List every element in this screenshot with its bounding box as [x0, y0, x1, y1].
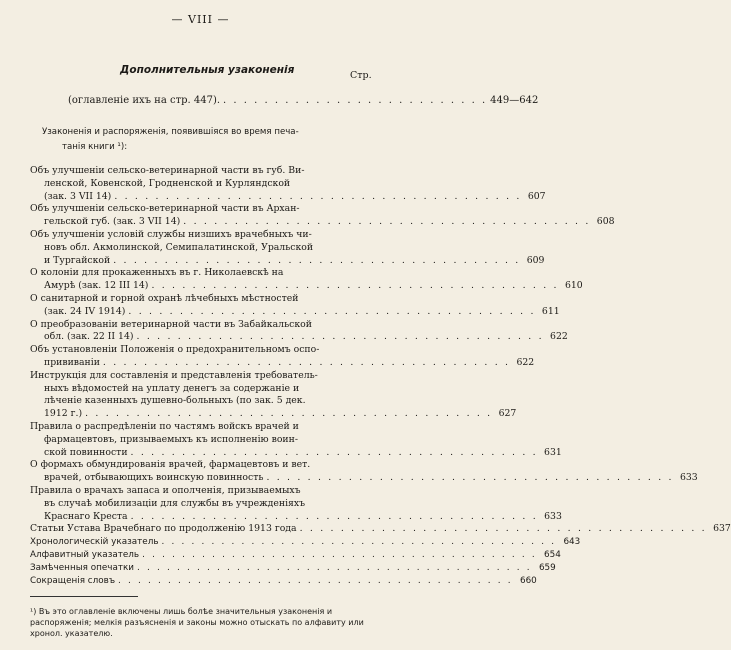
- entry-page-number: 627: [498, 408, 517, 420]
- entry-text: въ случаѣ мобилизаціи для службы въ учрежденіяхъ: [44, 497, 306, 509]
- entry-text: ленской, Ковенской, Гродненской и Курляндской: [44, 177, 291, 189]
- heading-line-1: Узаконенія и распоряженія, появившіяся во время печа-: [42, 127, 299, 137]
- leader-dots: . . . . . . . . . . . . . . . . . . . . . . . . . . . . . . . . . . . . . . . .: [183, 216, 591, 228]
- entry-text: О формахъ обмундированія врачей, фармацевтовъ и вет.: [30, 459, 311, 471]
- toc-entry: [30, 420, 562, 459]
- entry-text: Сокращенія словъ: [30, 575, 116, 586]
- entry-text: фармацевтовъ, призываемыхъ къ исполненію воин-: [44, 433, 298, 445]
- footnote-line-3: хронол. указателю.: [30, 629, 113, 638]
- entry-page-number: 660: [519, 575, 537, 586]
- toc-entry: [30, 318, 568, 345]
- leader-dots: . . . . . . . . . . . . . . . . . . . . . . . . . . . . . . . . . . . . . . . .: [102, 356, 511, 368]
- entry-page-number: 633: [544, 510, 562, 522]
- entry-page-number: 610: [564, 280, 583, 292]
- toc-reference-text: (оглавленіе ихъ на стр. 447).: [68, 95, 221, 106]
- entry-text: обл. (зак. 22 II 14): [44, 331, 134, 343]
- toc-entry: [30, 549, 561, 562]
- entry-text: прививаніи: [44, 356, 100, 368]
- entry-text: Объ улучшеніи условій службы низшихъ врачебныхъ чи-: [30, 228, 312, 240]
- entry-text: и Тургайской: [44, 254, 111, 266]
- entry-page-number: 659: [538, 562, 556, 573]
- entry-text: 1912 г.): [44, 408, 83, 420]
- subsection-heading: [42, 125, 372, 155]
- section-title: Дополнительныя узаконенія: [120, 64, 295, 76]
- entry-text: Инструкція для составленія и представленія требователь-: [30, 369, 318, 381]
- leader-dots: . . . . . . . . . . . . . . . . . . . . . . . . . . . . . . . . . . . . . . . .: [137, 562, 532, 573]
- entry-text: Правила о врачахъ запаса и ополченія, призываемыхъ: [30, 484, 301, 496]
- leader-dots: . . . . . . . . . . . . . . . . . . . . . . . . . . . . . . . . . . . . . . . .: [151, 280, 559, 292]
- entry-text: О преобразованіи ветеринарной части въ Забайкальской: [30, 318, 312, 330]
- entry-text: Замѣченныя опечатки: [30, 562, 135, 573]
- entry-text: Алфавитный указатель: [30, 549, 140, 560]
- entry-text: лѣченіе казенныхъ душевно-больныхъ (по зак. 5 дек.: [44, 395, 306, 407]
- leader-dots: . . . . . . . . . . . . . . . . . . . . . . . . . . . . . . . . . . . . . . . .: [136, 331, 544, 343]
- toc-entry: [30, 344, 535, 370]
- leader-dots: . . . . . . . . . . . . . . . . . . . . . . . . . . . . . . . . . . . . . . . .: [142, 549, 537, 560]
- entry-text: новъ обл. Акмолинской, Семипалатинской, Уральской: [44, 241, 314, 253]
- entry-text: Объ улучшеніи сельско-ветеринарной части въ губ. Ви-: [30, 165, 305, 176]
- leader-dots: . . . . . . . . . . . . . . . . . . . . . . . . . . . . . . . . . . . . . . . .: [130, 446, 538, 458]
- toc-entry: [30, 203, 615, 229]
- toc-entry: [30, 484, 562, 523]
- entry-text: Хронологическій указатель: [30, 537, 159, 548]
- entry-text: Статьи Устава Врачебнаго по продолженію 1913 года: [30, 523, 297, 535]
- entry-page-number: 607: [527, 190, 546, 202]
- toc-reference: [68, 95, 539, 106]
- entry-page-number: 643: [563, 537, 581, 548]
- entry-text: ныхъ вѣдомостей на уплату денегъ за содержаніе и: [44, 382, 300, 394]
- entry-text: врачей, отбывающихъ воинскую повинность: [44, 472, 264, 484]
- pages-column-label: Стр.: [350, 70, 372, 81]
- entry-text: Краснаго Креста: [44, 510, 128, 522]
- entry-text: Объ улучшеніи сельско-ветеринарной части въ Архан-: [30, 203, 300, 215]
- page-number: — VIII —: [171, 13, 230, 26]
- entry-text: гельской губ. (зак. 3 VII 14): [44, 216, 181, 228]
- entry-text: ской повинности: [44, 446, 128, 458]
- toc-entry: [30, 575, 537, 588]
- leader-dots: . . . . . . . . . . . . . . . . . . . . . . . . . . . . . . . . . . . . . . . .: [299, 523, 707, 535]
- leader-dots: . . . . . . . . . . . . . . . . . . . . . . . . . . . . . . . . . . . . . . . .: [266, 472, 674, 484]
- entry-page-number: 631: [544, 446, 562, 458]
- leader-dots: . . . . . . . . . . . . . . . . . . . . . . . . . . . . . . . . . . . . . . . .: [118, 575, 513, 586]
- toc-entry: [30, 292, 560, 319]
- toc-entry: [30, 459, 698, 485]
- leader-dots: . . . . . . . . . . . . . . . . . . . . . . . . . . . . . . . . . . . . . . . .: [128, 305, 536, 317]
- toc-entry: [30, 562, 556, 575]
- footnote-line-1: ¹) Въ это оглавленіе включены лишь болѣе значительныя узаконенія и: [30, 607, 333, 616]
- entry-text: Объ установленіи Положенія о предохранительномъ оспо-: [30, 344, 320, 356]
- leader-dots: . . . . . . . . . . . . . . . . . . . . . . . . . . . . . . . . . . . . . . . .: [85, 408, 493, 420]
- toc-entry: [30, 536, 581, 549]
- entry-text: (зак. 24 IV 1914): [44, 305, 126, 317]
- toc-entry: [30, 165, 546, 203]
- heading-line-2: танія книги ¹):: [62, 142, 128, 152]
- entry-page-number: 608: [596, 216, 615, 228]
- entry-text: (зак. 3 VII 14): [44, 190, 112, 202]
- leader-dots: . . . . . . . . . . . . . . . . . . . . . . . . . .: [223, 95, 488, 106]
- entries-list: [30, 165, 731, 587]
- entry-page-number: 609: [526, 254, 545, 266]
- toc-entry: [30, 369, 517, 421]
- footnote-line-2: распоряженія; мелкія разъясненія и законы можно отыскать по алфавиту или: [30, 618, 364, 627]
- entry-page-number: 611: [541, 305, 560, 317]
- entry-text: Амурѣ (зак. 12 III 14): [44, 280, 149, 292]
- leader-dots: . . . . . . . . . . . . . . . . . . . . . . . . . . . . . . . . . . . . . . . .: [113, 254, 521, 266]
- entry-page-number: 633: [679, 472, 698, 484]
- leader-dots: . . . . . . . . . . . . . . . . . . . . . . . . . . . . . . . . . . . . . . . .: [114, 190, 522, 202]
- toc-entry: [30, 267, 583, 293]
- footnote: [30, 606, 376, 639]
- leader-dots: . . . . . . . . . . . . . . . . . . . . . . . . . . . . . . . . . . . . . . . .: [130, 510, 538, 522]
- toc-reference-pages: 449—642: [490, 95, 539, 106]
- entry-page-number: 637: [713, 523, 731, 535]
- entry-text: Правила о распредѣленіи по частямъ войскъ врачей и: [30, 420, 299, 432]
- entry-text: О колоніи для прокаженныхъ въ г. Николаевскѣ на: [30, 267, 284, 279]
- toc-entry: [30, 228, 545, 267]
- entry-text: О санитарной и горной охранѣ лѣчебныхъ мѣстностей: [30, 292, 299, 304]
- entry-page-number: 622: [516, 356, 535, 368]
- footnote-rule: [30, 596, 138, 597]
- leader-dots: . . . . . . . . . . . . . . . . . . . . . . . . . . . . . . . . . . . . . . . .: [161, 537, 557, 548]
- toc-entry: [30, 523, 731, 536]
- entry-page-number: 622: [550, 331, 568, 343]
- entry-page-number: 654: [544, 549, 561, 560]
